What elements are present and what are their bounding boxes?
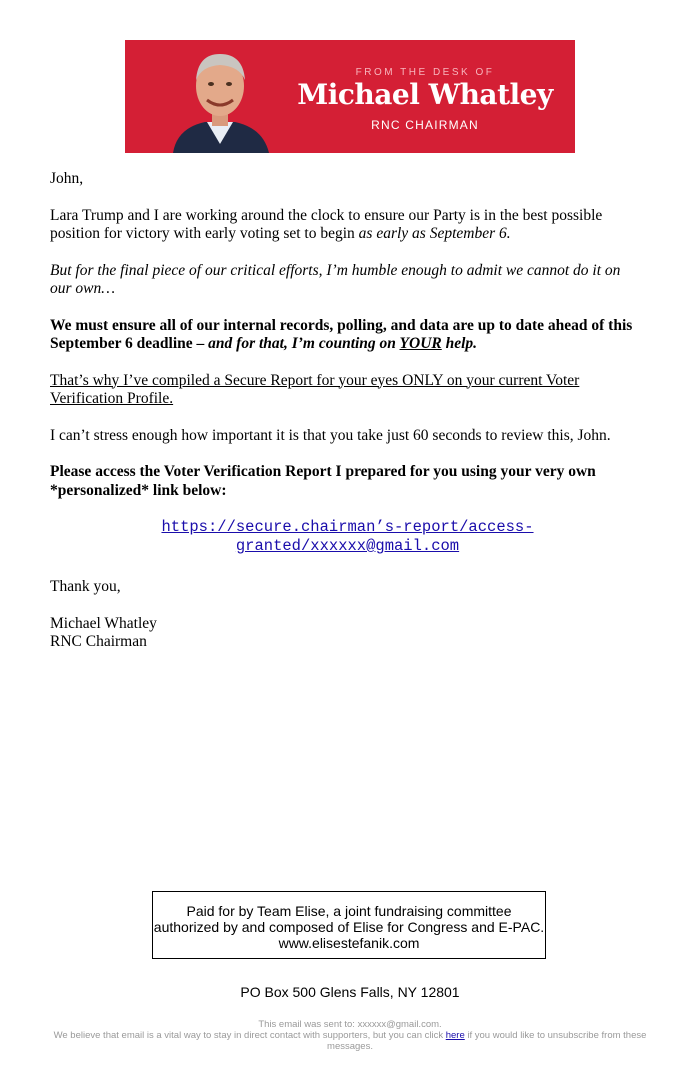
banner-text <box>275 40 575 153</box>
fine-print <box>40 1019 660 1052</box>
paid-for-disclaimer: Paid for by Team Elise, a joint fundraising committee authorized by and composed of Elise for Congress and E-PAC. www.elisestefanik.com <box>152 891 546 959</box>
report-link-line-1[interactable]: https://secure.chairman’s-report/access- <box>161 518 534 536</box>
paragraph-4: That’s why I’ve compiled a Secure Report for your eyes ONLY on your current Voter Verification Profile. <box>50 371 580 407</box>
paragraph-3: We must ensure all of our internal records, polling, and data are up to date ahead of this September 6 deadline – and for that, I’m counting on YOUR help. <box>50 316 633 352</box>
from-the-desk-of: FROM THE DESK OF <box>355 67 495 78</box>
mailing-address: PO Box 500 Glens Falls, NY 12801 <box>240 984 460 1000</box>
sent-to-notice: This email was sent to: xxxxxx@gmail.com. <box>258 1019 442 1030</box>
report-link-line-2[interactable]: granted/xxxxxx@gmail.com <box>235 537 460 555</box>
paragraph-6: Please access the Voter Verification Report I prepared for you using your very own *personalized* link below: <box>50 463 596 499</box>
paragraph-1: Lara Trump and I are working around the clock to ensure our Party is in the best possible position for victory with early voting set to begin as early as September 6. <box>50 206 603 242</box>
sender-title: RNC CHAIRMAN <box>371 118 479 132</box>
unsubscribe-link[interactable]: here <box>445 1030 465 1041</box>
unsubscribe-notice: We believe that email is a vital way to stay in direct contact with supporters, but you can click here if you would like to unsubscribe from these messages. <box>53 1030 647 1052</box>
header-banner <box>125 40 575 153</box>
report-link[interactable] <box>50 518 645 556</box>
chairman-portrait <box>165 40 275 153</box>
email-body <box>50 170 645 670</box>
signature: Michael Whatley RNC Chairman <box>50 614 157 650</box>
sender-name: Michael Whatley <box>297 78 553 111</box>
paragraph-2: But for the final piece of our critical efforts, I’m humble enough to admit we cannot do it on our own… <box>50 261 621 297</box>
greeting: John, <box>50 170 84 187</box>
paragraph-5: I can’t stress enough how important it is that you take just 60 seconds to review this, John. <box>50 426 611 444</box>
closing: Thank you, <box>50 578 121 595</box>
